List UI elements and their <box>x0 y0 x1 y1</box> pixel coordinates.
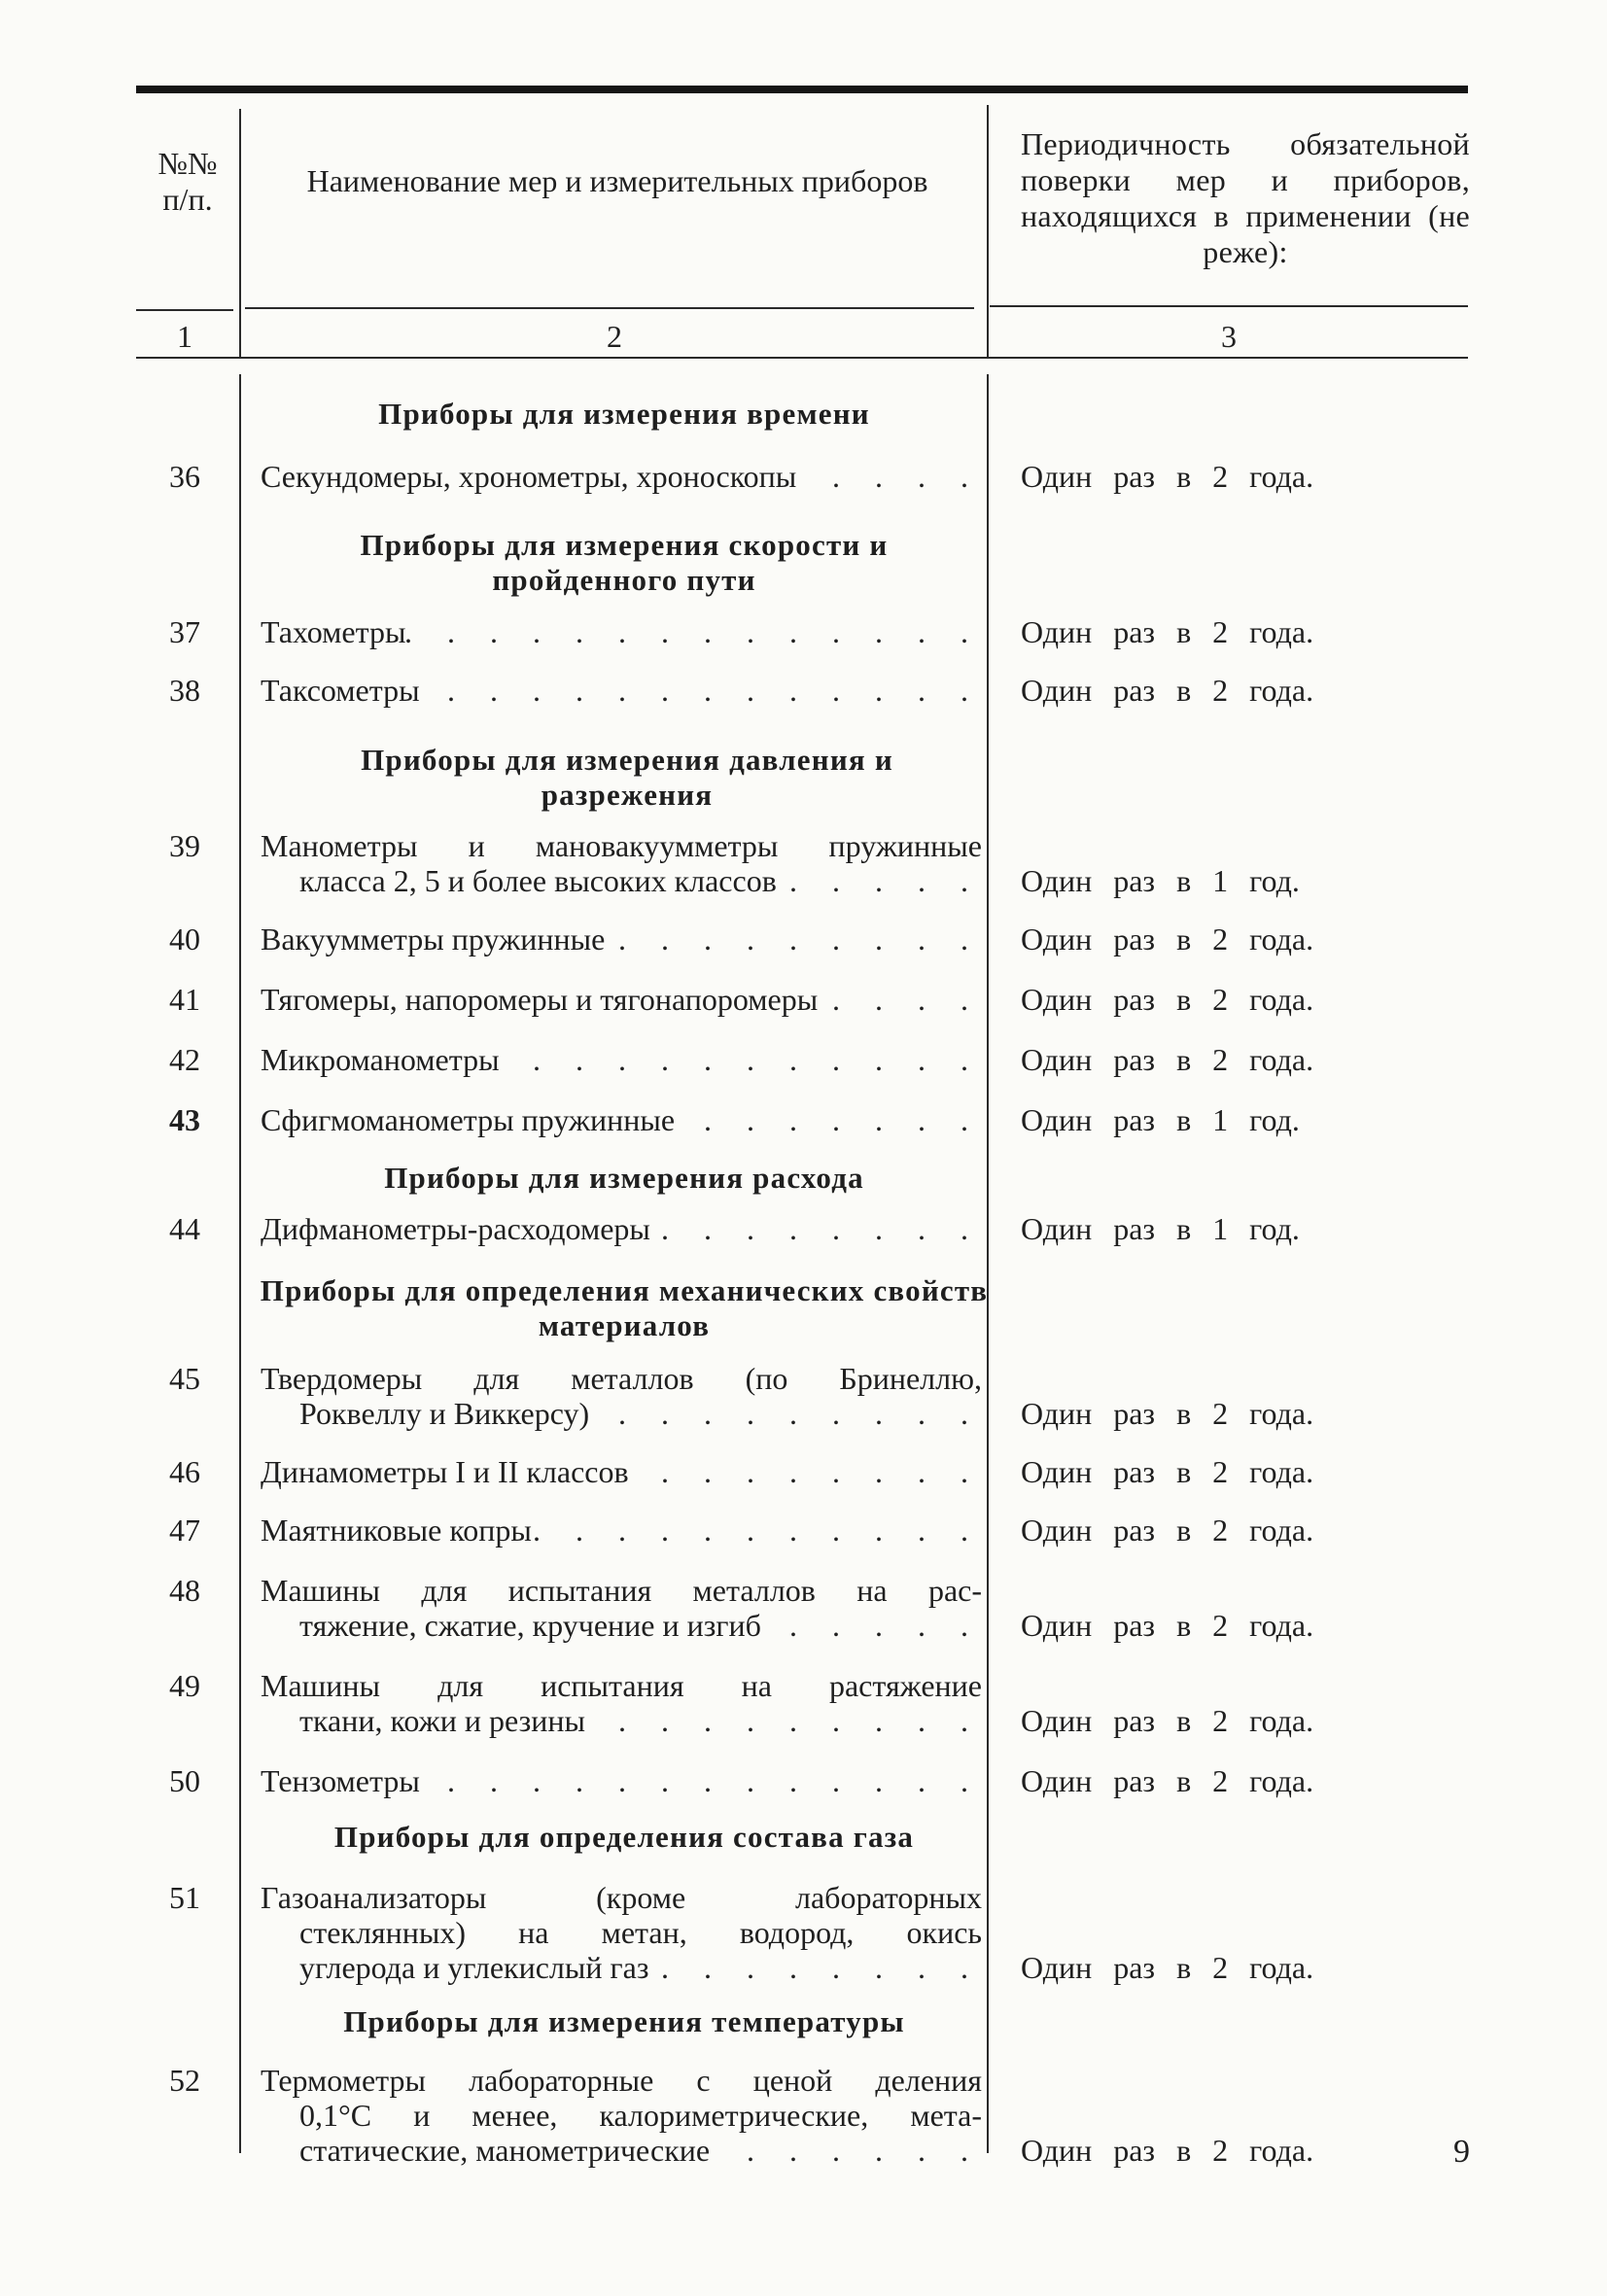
instrument-name <box>261 614 982 649</box>
column-number-2: 2 <box>607 319 622 354</box>
instrument-name-line: 0,1°С и менее, калориметрические, мета- <box>299 2098 982 2133</box>
verification-period: Один раз в 2 года. <box>1021 1396 1314 1431</box>
verification-period: Один раз в 1 год. <box>1021 1211 1300 1246</box>
instrument-name <box>261 673 982 708</box>
verification-period: Один раз в 2 года. <box>1021 2133 1314 2168</box>
row-number: 51 <box>169 1880 200 1915</box>
instrument-name-line: Роквеллу и Виккерсу) <box>299 1396 590 1431</box>
row-number: 39 <box>169 828 200 863</box>
instrument-name-line: Тензометры <box>261 1763 420 1798</box>
instrument-name-line: Сфигмоманометры пружинные <box>261 1102 676 1137</box>
instrument-name-line: тяжение, сжатие, кручение и изгиб <box>299 1608 761 1643</box>
verification-period: Один раз в 2 года. <box>1021 1950 1314 1985</box>
row-number: 46 <box>169 1454 200 1489</box>
row-number: 37 <box>169 614 200 649</box>
instrument-name <box>261 1454 982 1489</box>
row-number: 52 <box>169 2063 200 2098</box>
verification-period: Один раз в 2 года. <box>1021 1703 1314 1738</box>
row-number: 36 <box>169 459 200 494</box>
instrument-name <box>261 1880 982 1985</box>
row-number: 43 <box>169 1102 200 1137</box>
instrument-name <box>261 982 982 1017</box>
verification-period: Один раз в 2 года. <box>1021 1513 1314 1548</box>
section-heading: Приборы для определения состава газа <box>333 1820 915 1854</box>
page-number: 9 <box>1453 2134 1470 2170</box>
instrument-name-line: Вакуумметры пружинные <box>261 922 606 957</box>
column-divider-1 <box>239 109 241 357</box>
section-heading: Приборы для измерения времени <box>378 397 870 431</box>
header-bottom-rule <box>990 305 1468 307</box>
instrument-name-line: Маятниковые копры <box>261 1513 532 1548</box>
verification-period: Один раз в 2 года. <box>1021 673 1314 708</box>
instrument-name <box>261 1361 982 1431</box>
instrument-name-line: Машины для испытания на растяжение <box>261 1668 982 1703</box>
instrument-name <box>261 1763 982 1798</box>
instrument-name <box>261 1668 982 1738</box>
instrument-name <box>261 828 982 898</box>
verification-period: Один раз в 2 года. <box>1021 1042 1314 1077</box>
instrument-name <box>261 1513 982 1548</box>
column-number-3: 3 <box>1221 319 1237 354</box>
column-number-1: 1 <box>177 319 192 354</box>
instrument-name <box>261 1102 982 1137</box>
verification-period: Один раз в 2 года. <box>1021 459 1314 494</box>
row-number: 40 <box>169 922 200 957</box>
column-divider-2 <box>987 374 989 2153</box>
instrument-name-line: класса 2, 5 и более высоких классов <box>299 863 777 898</box>
row-number: 42 <box>169 1042 200 1077</box>
instrument-name-line: углерода и углекислый газ <box>299 1950 649 1985</box>
instrument-name <box>261 2063 982 2168</box>
header-col2: Наименование мер и измерительных приборов <box>306 163 928 198</box>
instrument-name <box>261 922 982 957</box>
row-number: 49 <box>169 1668 200 1703</box>
instrument-name-line: Твердомеры для металлов (по Бринеллю, <box>261 1361 982 1396</box>
instrument-name-line: Газоанализаторы (кроме лабораторных <box>261 1880 982 1915</box>
instrument-name-line: Термометры лабораторные с ценой деления <box>261 2063 982 2098</box>
section-heading: Приборы для измерения скорости и пройденного пути <box>360 528 889 597</box>
section-heading: Приборы для измерения расхода <box>384 1161 864 1195</box>
section-heading: Приборы для измерения температуры <box>343 2004 905 2038</box>
colnum-bottom-rule <box>136 357 1468 359</box>
header-col1: №№ п/п. <box>157 146 218 217</box>
header-bottom-rule <box>245 307 974 309</box>
column-divider-1 <box>239 374 241 2153</box>
row-number: 47 <box>169 1513 200 1548</box>
row-number: 50 <box>169 1763 200 1798</box>
instrument-name-line: Тахометры <box>261 614 406 649</box>
header-col3: Периодичность обязательной поверки мер и приборов, находящихся в применении (не реже): <box>1021 126 1470 269</box>
instrument-name-line: статические, манометрические <box>299 2133 711 2168</box>
instrument-name-line: Дифманометры-расходомеры <box>261 1211 650 1246</box>
column-divider-2 <box>987 105 989 357</box>
row-number: 44 <box>169 1211 200 1246</box>
verification-period: Один раз в 2 года. <box>1021 1454 1314 1489</box>
instrument-name-line: Манометры и мановакуумметры пружинные <box>261 828 982 863</box>
section-heading: Приборы для измерения давления и разрежения <box>361 743 893 812</box>
header-bottom-rule <box>136 309 233 311</box>
instrument-name-line: ткани, кожи и резины <box>299 1703 585 1738</box>
row-number: 48 <box>169 1573 200 1608</box>
verification-period: Один раз в 2 года. <box>1021 1763 1314 1798</box>
verification-period: Один раз в 2 года. <box>1021 614 1314 649</box>
verification-period: Один раз в 2 года. <box>1021 922 1314 957</box>
instrument-name-line: Машины для испытания металлов на рас- <box>261 1573 982 1608</box>
verification-period: Один раз в 1 год. <box>1021 1102 1300 1137</box>
top-rule <box>136 86 1468 93</box>
instrument-name-line: Динамометры I и II классов <box>261 1454 629 1489</box>
instrument-name-line: Тягомеры, напоромеры и тягонапоромеры <box>261 982 819 1017</box>
section-heading: Приборы для определения механических свойств материалов <box>260 1273 989 1342</box>
verification-period: Один раз в 2 года. <box>1021 1608 1314 1643</box>
instrument-name-line: Таксометры <box>261 673 420 708</box>
instrument-name-line: Микроманометры <box>261 1042 500 1077</box>
instrument-name <box>261 1573 982 1643</box>
instrument-name-line: стеклянных) на метан, водород, окись <box>299 1915 982 1950</box>
instrument-name <box>261 1042 982 1077</box>
row-number: 45 <box>169 1361 200 1396</box>
instrument-name-line: Секундомеры, хронометры, хроноскопы <box>261 459 797 494</box>
instrument-name <box>261 1211 982 1246</box>
verification-period: Один раз в 2 года. <box>1021 982 1314 1017</box>
instrument-name <box>261 459 982 494</box>
verification-period: Один раз в 1 год. <box>1021 863 1300 898</box>
row-number: 38 <box>169 673 200 708</box>
row-number: 41 <box>169 982 200 1017</box>
